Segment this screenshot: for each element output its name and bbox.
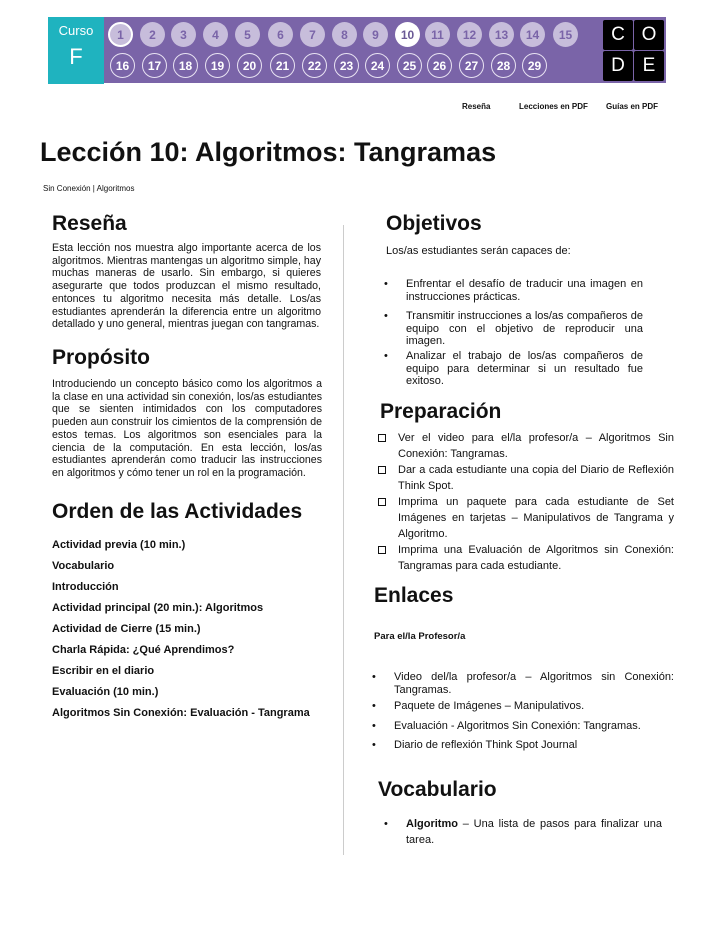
link-text[interactable]: Diario de reflexión Think Spot Journal [394, 739, 578, 751]
lesson-29-button[interactable]: 29 [522, 53, 547, 78]
checklist-text: Dar a cada estudiante una copia del Diario de Reflexión Think Spot. [398, 464, 674, 492]
link-item[interactable] [372, 671, 674, 696]
enlaces-subheading: Para el/la Profesor/a [374, 631, 466, 642]
lesson-10-button[interactable]: 10 [395, 22, 420, 47]
objective-text: Enfrentar el desafío de traducir una imagen en instrucciones prácticas. [406, 278, 643, 303]
breadcrumb: Sin Conexión | Algoritmos [43, 184, 135, 193]
link-item[interactable] [372, 700, 674, 713]
objective-item [384, 278, 643, 303]
bullet-icon: • [384, 278, 388, 290]
lesson-24-button[interactable]: 24 [365, 53, 390, 78]
course-label: Curso [58, 23, 94, 38]
checkbox-icon[interactable] [378, 434, 386, 442]
activity-item: Actividad de Cierre (15 min.) [52, 623, 201, 635]
lesson-26-button[interactable]: 26 [427, 53, 452, 78]
link-text[interactable]: Evaluación - Algoritmos Sin Conexión: Tangramas. [394, 720, 641, 732]
logo-letter: C [603, 20, 633, 50]
lesson-14-button[interactable]: 14 [520, 22, 545, 47]
lesson-20-button[interactable]: 20 [237, 53, 262, 78]
section-heading-enlaces: Enlaces [374, 584, 454, 607]
checkbox-icon[interactable] [378, 466, 386, 474]
checkbox-icon[interactable] [378, 498, 386, 506]
activity-item: Algoritmos Sin Conexión: Evaluación - Tangrama [52, 707, 310, 719]
bullet-icon: • [384, 818, 388, 830]
nav-link-resena[interactable]: Reseña [462, 102, 491, 111]
objective-item [384, 350, 643, 388]
objective-text: Analizar el trabajo de los/as compañeros de equipo para determinar si un resultado fue exitoso. [406, 350, 643, 387]
bullet-icon: • [372, 739, 376, 751]
proposito-body: Introduciendo un concepto básico como los algoritmos a la clase en una actividad sin conexión, los/as estudiantes que se sienten intimidados con los computadores pueden aun construir los cimientos de la comprensión de estos temas. Los algoritmos son esenciales para la ciencia de la computación. En esta lección, los/as estudiantes aprenderán como traducir las instrucciones en algoritmos y cómo tener un rol en la programación. [52, 378, 322, 479]
activity-item: Introducción [52, 581, 119, 593]
section-heading-vocabulario: Vocabulario [378, 778, 497, 801]
bullet-icon: • [372, 671, 376, 683]
nav-link-lecciones-pdf[interactable]: Lecciones en PDF [519, 102, 588, 111]
checklist-item[interactable] [378, 542, 674, 574]
lesson-17-button[interactable]: 17 [142, 53, 167, 78]
checklist-text: Imprima una Evaluación de Algoritmos sin Conexión: Tangramas para cada estudiante. [398, 544, 674, 572]
column-divider [343, 225, 344, 855]
lesson-11-button[interactable]: 11 [425, 22, 450, 47]
course-letter: F [69, 44, 83, 69]
page-title: Lección 10: Algoritmos: Tangramas [40, 137, 497, 167]
activity-item: Charla Rápida: ¿Qué Aprendimos? [52, 644, 235, 656]
activity-item: Vocabulario [52, 560, 115, 572]
lesson-7-button[interactable]: 7 [300, 22, 325, 47]
lesson-18-button[interactable]: 18 [173, 53, 198, 78]
vocab-definition: – Una lista de pasos para finalizar una tarea. [406, 818, 662, 846]
vocab-item [384, 816, 662, 848]
activity-item: Actividad principal (20 min.): Algoritmos [52, 602, 264, 614]
link-text[interactable]: Video del/la profesor/a – Algoritmos sin Conexión: Tangramas. [394, 671, 674, 696]
lesson-2-button[interactable]: 2 [140, 22, 165, 47]
logo-letter: D [603, 51, 633, 81]
nav-link-guias-pdf[interactable]: Guías en PDF [606, 102, 659, 111]
section-heading-objetivos: Objetivos [386, 212, 482, 235]
logo-letter: E [634, 51, 664, 81]
checklist-text: Ver el video para el/la profesor/a – Algoritmos Sin Conexión: Tangramas. [398, 432, 674, 460]
activity-item: Actividad previa (10 min.) [52, 539, 186, 551]
section-heading-resena: Reseña [52, 212, 127, 235]
checklist-item[interactable] [378, 462, 674, 494]
vocab-term: Algoritmo [406, 818, 458, 830]
lesson-15-button[interactable]: 15 [553, 22, 578, 47]
link-item[interactable] [372, 720, 674, 733]
lesson-16-button[interactable]: 16 [110, 53, 135, 78]
lesson-23-button[interactable]: 23 [334, 53, 359, 78]
checklist-text: Imprima un paquete para cada estudiante de Set Imágenes en tarjetas – Manipulativos de Tangrama y Algoritmo. [398, 496, 674, 540]
section-heading-preparacion: Preparación [380, 400, 502, 423]
objetivos-intro: Los/as estudiantes serán capaces de: [386, 245, 571, 257]
lesson-5-button[interactable]: 5 [235, 22, 260, 47]
objective-item [384, 310, 643, 348]
section-heading-orden: Orden de las Actividades [52, 500, 303, 523]
lesson-12-button[interactable]: 12 [457, 22, 482, 47]
lesson-3-button[interactable]: 3 [171, 22, 196, 47]
lesson-27-button[interactable]: 27 [459, 53, 484, 78]
course-badge[interactable] [48, 17, 104, 84]
lesson-21-button[interactable]: 21 [270, 53, 295, 78]
bullet-icon: • [384, 350, 388, 362]
link-item[interactable] [372, 739, 674, 752]
bullet-icon: • [384, 310, 388, 322]
activity-item: Evaluación (10 min.) [52, 686, 159, 698]
bullet-icon: • [372, 700, 376, 712]
resena-body: Esta lección nos muestra algo importante acerca de los algoritmos. Mientras mantengas un algoritmo simple, hay muchas maneras de usarlo. Sin embargo, si quieres asegurarte que todos produzcan el mismo resultado, entonces tu algoritmo necesita más detalle. Los/as estudiantes aprenderán la diferencia entre un algoritmo detallado y uno general, mientras juegan con tangramas. [52, 242, 321, 331]
checkbox-icon[interactable] [378, 546, 386, 554]
lesson-19-button[interactable]: 19 [205, 53, 230, 78]
lesson-28-button[interactable]: 28 [491, 53, 516, 78]
lesson-22-button[interactable]: 22 [302, 53, 327, 78]
objective-text: Transmitir instrucciones a los/as compañeros de equipo con el objetivo de reproducir una imagen. [406, 310, 643, 347]
checklist-item[interactable] [378, 494, 674, 542]
lesson-25-button[interactable]: 25 [397, 53, 422, 78]
checklist-item[interactable] [378, 430, 674, 462]
section-heading-proposito: Propósito [52, 346, 150, 369]
logo-letter: O [634, 20, 664, 50]
lesson-4-button[interactable]: 4 [203, 22, 228, 47]
bullet-icon: • [372, 720, 376, 732]
link-text[interactable]: Paquete de Imágenes – Manipulativos. [394, 700, 585, 712]
lesson-6-button[interactable]: 6 [268, 22, 293, 47]
lesson-9-button[interactable]: 9 [363, 22, 388, 47]
lesson-1-button[interactable]: 1 [108, 22, 133, 47]
lesson-13-button[interactable]: 13 [489, 22, 514, 47]
activity-item: Escribir en el diario [52, 665, 155, 677]
lesson-8-button[interactable]: 8 [332, 22, 357, 47]
